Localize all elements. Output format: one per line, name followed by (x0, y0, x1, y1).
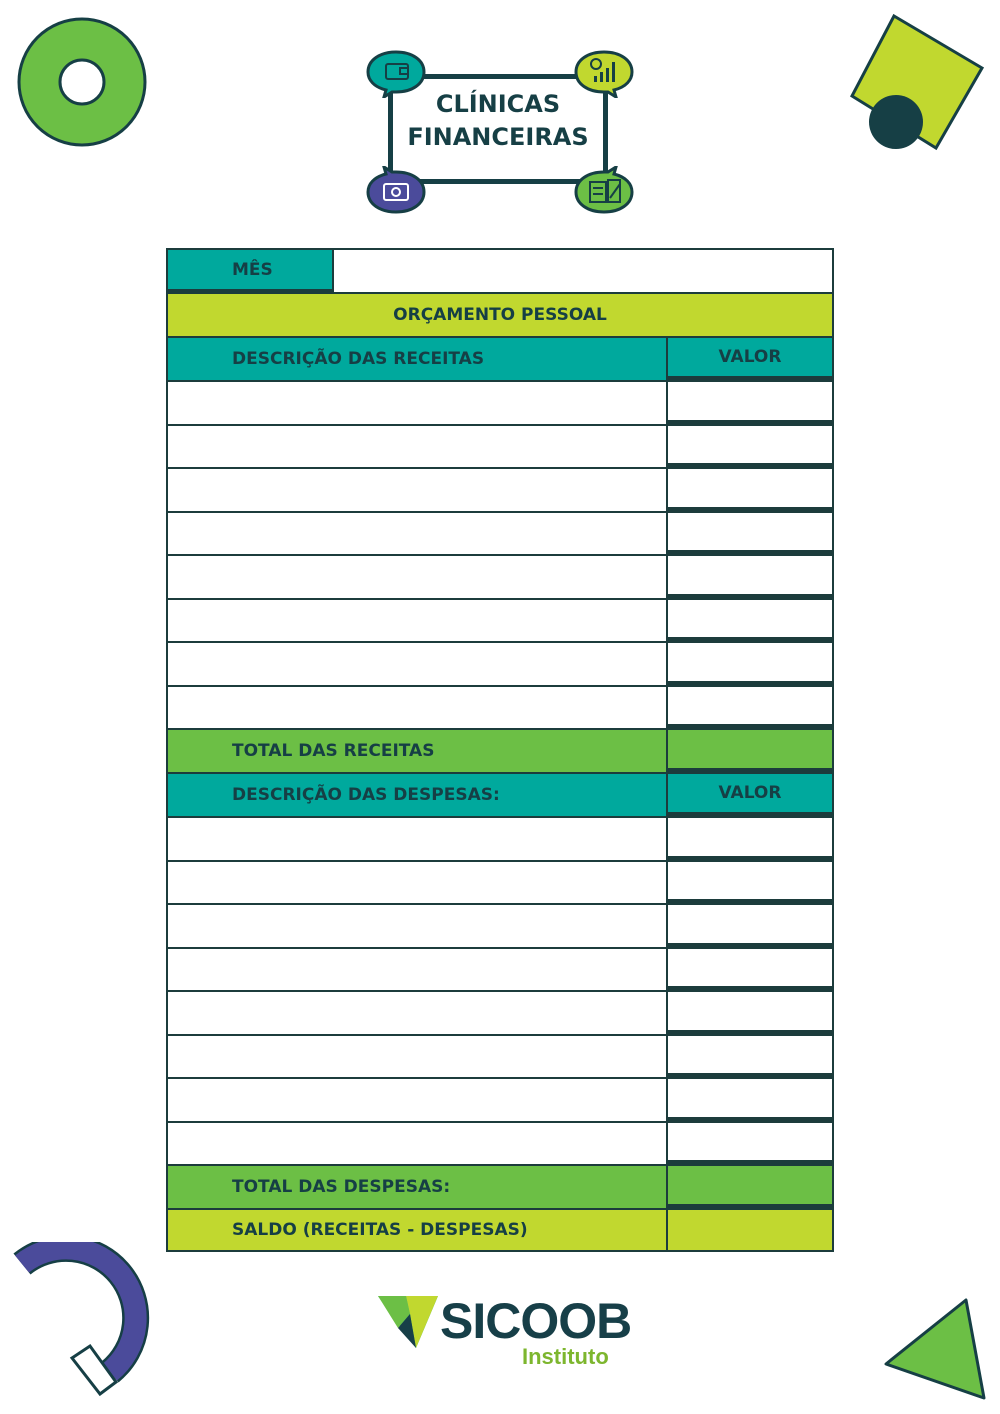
income-total-value[interactable] (668, 730, 832, 772)
income-row (168, 382, 832, 426)
income-value-field[interactable] (668, 643, 832, 685)
money-icon (362, 166, 430, 216)
income-row (168, 643, 832, 687)
expense-total-label-text: TOTAL DAS DESPESAS: (232, 1177, 451, 1197)
expense-total-row (168, 1166, 832, 1210)
expense-header-row (168, 774, 832, 818)
expense-row (168, 992, 832, 1036)
income-header-value (668, 338, 832, 380)
section-title (168, 294, 832, 336)
expense-description-field[interactable] (168, 1036, 668, 1078)
income-description-field[interactable] (168, 513, 668, 555)
section-title-text: ORÇAMENTO PESSOAL (393, 305, 607, 325)
wallet-icon (362, 48, 430, 98)
balance-label-text: SALDO (RECEITAS - DESPESAS) (232, 1220, 528, 1240)
expense-description-field[interactable] (168, 1123, 668, 1165)
logo-title-line1: CLÍNICAS (435, 90, 561, 118)
green-ring-decoration (14, 14, 150, 150)
income-value-field[interactable] (668, 513, 832, 555)
income-total-label-text: TOTAL DAS RECEITAS (232, 741, 435, 761)
income-description-field[interactable] (168, 426, 668, 468)
income-description-field[interactable] (168, 382, 668, 424)
expense-total-label (168, 1166, 668, 1208)
calculator-icon (570, 166, 638, 216)
income-description-field[interactable] (168, 643, 668, 685)
income-total-label (168, 730, 668, 772)
expense-description-field[interactable] (168, 905, 668, 947)
expense-value-field[interactable] (668, 1123, 832, 1165)
expense-value-field[interactable] (668, 862, 832, 904)
income-row (168, 600, 832, 644)
expense-description-field[interactable] (168, 818, 668, 860)
expense-header-desc-text: DESCRIÇÃO DAS DESPESAS: (232, 785, 500, 805)
income-header-row (168, 338, 832, 382)
sicoob-subtitle: Instituto (522, 1344, 609, 1369)
green-triangle-decoration (880, 1294, 990, 1404)
expense-value-field[interactable] (668, 992, 832, 1034)
income-header-value-text: VALOR (718, 347, 782, 367)
income-description-field[interactable] (168, 687, 668, 729)
expense-description-field[interactable] (168, 1079, 668, 1121)
income-value-field[interactable] (668, 426, 832, 468)
income-value-field[interactable] (668, 382, 832, 424)
sicoob-mark-icon (376, 1294, 440, 1350)
expense-value-field[interactable] (668, 1079, 832, 1121)
section-title-row (168, 294, 832, 338)
balance-label (168, 1210, 668, 1250)
income-value-field[interactable] (668, 687, 832, 729)
expense-row (168, 818, 832, 862)
month-input[interactable] (334, 250, 832, 292)
month-label (168, 250, 334, 292)
expense-row (168, 949, 832, 993)
income-header-desc-text: DESCRIÇÃO DAS RECEITAS (232, 349, 485, 369)
expense-header-desc (168, 774, 668, 816)
income-row (168, 513, 832, 557)
expense-value-field[interactable] (668, 949, 832, 991)
expense-description-field[interactable] (168, 949, 668, 991)
clinicas-financeiras-logo (356, 44, 644, 218)
expense-row (168, 1079, 832, 1123)
income-description-field[interactable] (168, 469, 668, 511)
purple-arc-decoration (10, 1242, 150, 1402)
income-value-field[interactable] (668, 469, 832, 511)
income-value-field[interactable] (668, 600, 832, 642)
income-row (168, 687, 832, 731)
budget-table (166, 248, 834, 1252)
month-row (168, 250, 832, 294)
income-row (168, 426, 832, 470)
expense-value-field[interactable] (668, 905, 832, 947)
income-row (168, 556, 832, 600)
income-value-field[interactable] (668, 556, 832, 598)
logo-title-line2: FINANCEIRAS (407, 123, 589, 151)
income-header-desc (168, 338, 668, 380)
expense-header-value-text: VALOR (718, 783, 782, 803)
balance-value[interactable] (668, 1210, 832, 1250)
expense-description-field[interactable] (168, 862, 668, 904)
expense-row (168, 905, 832, 949)
expense-row (168, 862, 832, 906)
expense-value-field[interactable] (668, 1036, 832, 1078)
expense-header-value (668, 774, 832, 816)
expense-row (168, 1036, 832, 1080)
balance-row (168, 1210, 832, 1250)
lime-square-decoration (846, 10, 990, 154)
chart-icon (570, 48, 638, 98)
income-total-row (168, 730, 832, 774)
month-label-text: MÊS (232, 259, 273, 280)
sicoob-logo (376, 1292, 632, 1372)
expense-value-field[interactable] (668, 818, 832, 860)
expense-row (168, 1123, 832, 1167)
expense-total-value[interactable] (668, 1166, 832, 1208)
income-row (168, 469, 832, 513)
expense-description-field[interactable] (168, 992, 668, 1034)
income-description-field[interactable] (168, 556, 668, 598)
income-description-field[interactable] (168, 600, 668, 642)
sicoob-name: SICOOB (440, 1293, 632, 1349)
